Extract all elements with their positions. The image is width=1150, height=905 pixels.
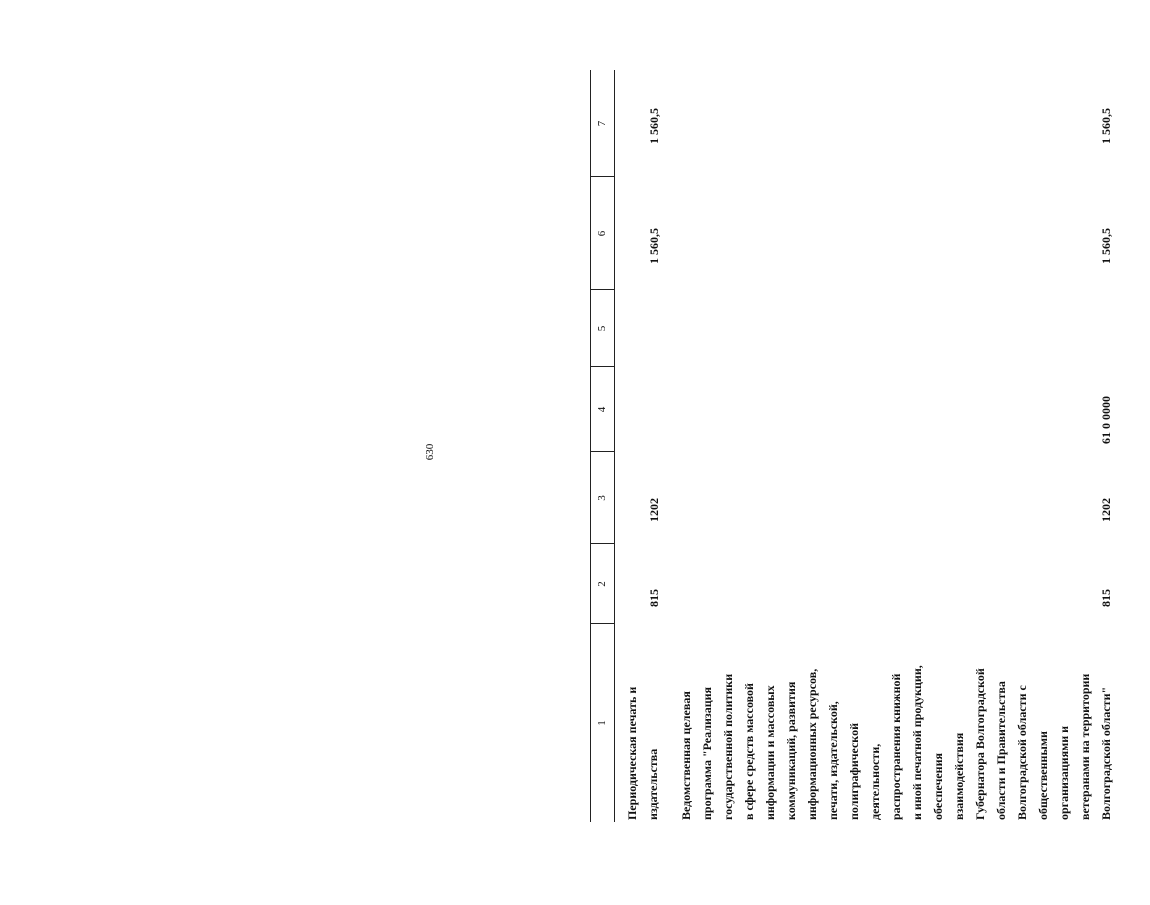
row1-line: издательства [646,748,660,820]
row2-line: полиграфической [847,723,861,820]
row2-line: общественными [1036,731,1050,820]
row2-line: деятельности, [868,743,882,820]
header-col-6: 6 [596,230,608,237]
row1-line: Периодическая печать и [625,686,639,820]
row2-line: Ведомственная целевая [679,691,693,820]
row2-col4: 61 0 0000 [1099,396,1113,444]
row2-line: информационных ресурсов, [805,668,819,820]
row2-line: области и Правительства [994,681,1008,820]
row2-line: в сфере средств массовой [742,683,756,820]
header-col-1: 1 [596,720,608,726]
page-number: 630 [424,443,436,461]
row1-col6: 1 560,5 [647,228,661,264]
row2-line: организациями и [1057,725,1071,820]
row2-line: Волгоградской области" [1099,686,1113,820]
row2-line: Волгоградской области с [1015,685,1029,820]
row1-col3: 1202 [647,498,661,522]
header-col-3: 3 [596,495,608,501]
table-header-rule [614,70,615,822]
row1-description [622,687,664,820]
row2-line: программа "Реализация [700,686,714,820]
header-col-4: 4 [596,406,608,413]
row2-line: информации и массовых [763,685,777,820]
row2-line: коммуникаций, развития [784,681,798,820]
row2-col3: 1202 [1099,498,1113,522]
header-col-5: 5 [596,325,608,332]
row2-line: печати, издательской, [826,701,840,820]
row2-col6: 1 560,5 [1099,228,1113,264]
row2-line: распространения книжной [889,673,903,820]
row2-line: взаимодействия [952,732,966,820]
header-col-2: 2 [596,581,608,587]
rotated-table [590,62,1150,822]
table-top-rule [590,70,591,822]
row2-col2: 815 [1099,589,1113,607]
row2-description [676,665,1117,820]
row2-line: ветеранами на территории [1078,673,1092,820]
row2-col7: 1 560,5 [1099,108,1113,144]
row2-line: обеспечения [931,753,945,820]
row2-line: и иной печатной продукции, [910,665,924,820]
row2-line: государственной политики [721,673,735,820]
header-col-7: 7 [596,120,608,127]
row1-col2: 815 [647,589,661,607]
row1-col7: 1 560,5 [647,108,661,144]
row2-line: Губернатора Волгоградской [973,668,987,820]
